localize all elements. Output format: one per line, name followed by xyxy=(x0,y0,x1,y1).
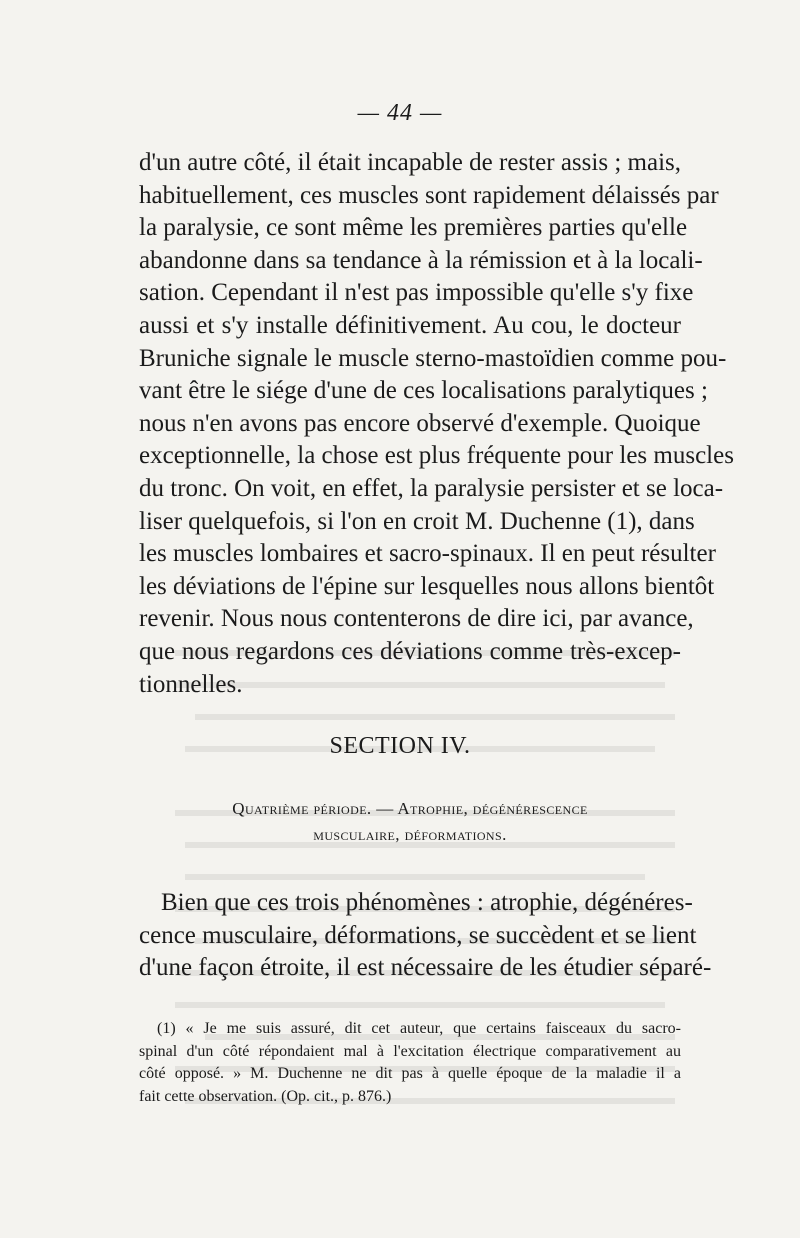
footnote-line: fait cette observation. (Op. cit., p. 876.) xyxy=(139,1087,392,1105)
text-line: aussi et s'y installe définitivement. Au cou, le docteur xyxy=(139,311,681,339)
footnote xyxy=(139,1018,681,1108)
section-title: SECTION IV. xyxy=(329,733,471,759)
footnote-line: (1) « Je me suis assuré, dit cet auteur, que certains faisceaux du sacro- xyxy=(157,1020,681,1037)
text-line: sation. Cependant il n'est pas impossible qu'elle s'y fixe xyxy=(139,279,694,307)
period-heading-line-2: musculaire, déformations. xyxy=(313,825,507,844)
text-line: cence musculaire, déformations, se succèdent et se lient xyxy=(139,921,697,949)
page-number: — 44 — xyxy=(357,100,443,126)
period-heading xyxy=(139,796,681,848)
text-line: les muscles lombaires et sacro-spinaux. Il en peut résulter xyxy=(139,540,716,568)
text-line: que nous regardons ces déviations comme très-excep- xyxy=(139,637,681,665)
text-line: habituellement, ces muscles sont rapidement délaissés par xyxy=(139,181,719,209)
footnote-line: spinal d'un côté répondaient mal à l'excitation électrique comparativement au xyxy=(139,1042,681,1060)
paragraph-1 xyxy=(139,147,734,701)
text-line: les déviations de l'épine sur lesquelles nous allons bientôt xyxy=(139,572,715,600)
footnote-line: côté opposé. » M. Duchenne ne dit pas à quelle époque de la maladie il a xyxy=(139,1065,681,1082)
paragraph-2 xyxy=(139,887,712,985)
text-line: abandonne dans sa tendance à la rémission et à la locali- xyxy=(139,246,703,274)
text-line: du tronc. On voit, en effet, la paralysie persister et se loca- xyxy=(139,474,724,502)
text-line: d'un autre côté, il était incapable de rester assis ; mais, xyxy=(139,149,681,176)
period-heading-line-1: Quatrième période. — Atrophie, dégénérescence xyxy=(232,799,588,818)
text-line: Bruniche signale le muscle sterno-mastoïdien comme pou- xyxy=(139,344,727,372)
text-line: liser quelquefois, si l'on en croit M. Duchenne (1), dans xyxy=(139,507,695,535)
text-line: exceptionnelle, la chose est plus fréquente pour les muscles xyxy=(139,442,734,470)
text-line: vant être le siége d'une de ces localisations paralytiques ; xyxy=(139,377,708,405)
text-line: nous n'en avons pas encore observé d'exemple. Quoique xyxy=(139,409,701,437)
text-line: d'une façon étroite, il est nécessaire de les étudier séparé- xyxy=(139,954,712,982)
text-line: la paralysie, ce sont même les premières parties qu'elle xyxy=(139,214,688,242)
text-line: revenir. Nous nous contenterons de dire ici, par avance, xyxy=(139,605,694,633)
text-line: tionnelles. xyxy=(139,670,243,698)
text-line: Bien que ces trois phénomènes : atrophie, dégénéres- xyxy=(161,889,693,916)
